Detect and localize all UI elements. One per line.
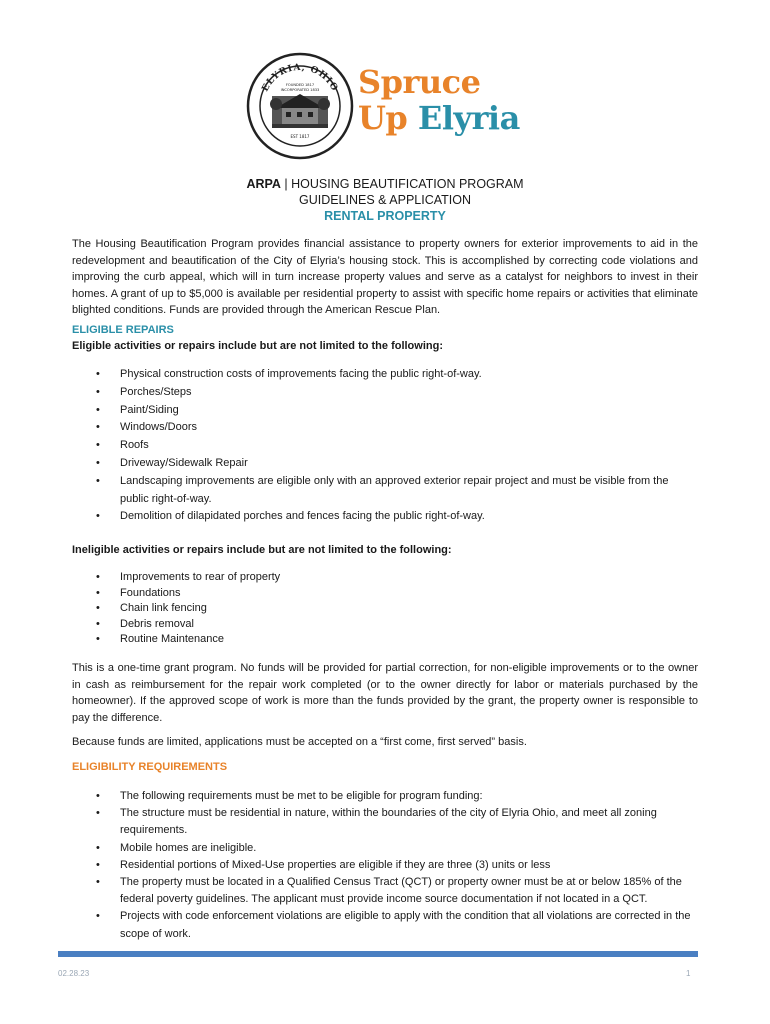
list-item: • Debris removal [72,617,692,633]
list-item: • Physical construction costs of improvements facing the public right-of-way. [72,366,692,384]
list-item: • The property must be located in a Qualified Census Tract (QCT) or property owner must be at or below 185% of the federal poverty guidelines. The applicant must provide income source documentation if not located in a QCT. [72,874,692,908]
program-logo [246,52,536,164]
eligibility-requirements-heading: ELIGIBILITY REQUIREMENTS [72,761,228,773]
list-item: • Mobile homes are ineligible. [72,840,692,857]
title-program: | HOUSING BEAUTIFICATION PROGRAM [280,177,524,191]
list-item: • Windows/Doors [72,419,692,437]
ineligible-list [72,570,692,648]
list-item: • Landscaping improvements are eligible only with an approved exterior repair project and must be visible from the public right-of-way. [72,473,692,509]
city-seal-icon [246,52,354,160]
footer-divider [58,951,698,957]
intro-paragraph: The Housing Beautification Program provides financial assistance to property owners for exterior improvements to aid in the redevelopment and beautification of the City of Elyria’s housing stock. This is accomplished by correcting code violations and improving the curb appeal, which will in turn increase property values and serve as a catalyst for neighbors to invest in their homes. A grant of up to $5,000 is available per residential property to assist with specific home repairs or activities that eliminate blighted conditions. Funds are provided through the American Rescue Plan. [72,238,698,316]
one-time-grant-paragraph: This is a one-time grant program. No funds will be provided for partial correction, for non-eligible improvements or to the owner in cash as reimbursement for the repair work completed (or to the owner directly for labor or materials purchased by the homeowner). If the approved scope of work is more than the funds provided by the grant, the property owner is responsible to pay the difference. [72,662,698,724]
brand-word-up: Up [358,99,408,137]
list-item: • Driveway/Sidewalk Repair [72,455,692,473]
list-item: • Demolition of dilapidated porches and fences facing the public right-of-way. [72,508,692,526]
page-number: 1 [686,969,691,978]
list-item: • Routine Maintenance [72,632,692,648]
title-arpa: ARPA [246,177,281,191]
brand-word-elyria: Elyria [417,99,520,137]
title-rental-property: RENTAL PROPERTY [324,209,446,223]
list-item: • The following requirements must be met to be eligible for program funding: [72,788,692,805]
list-item: • Improvements to rear of property [72,570,692,586]
list-item: • Chain link fencing [72,601,692,617]
eligible-repairs-heading: ELIGIBLE REPAIRS [72,324,174,336]
list-item: • Projects with code enforcement violations are eligible to apply with the condition that all violations are corrected in the scope of work. [72,908,692,942]
requirements-list [72,788,692,943]
list-item: • Paint/Siding [72,402,692,420]
list-item: • Roofs [72,437,692,455]
seal-bottom-text: EST 1817 [290,134,310,139]
seal-mid-text-1: FOUNDED 1817 [285,83,315,87]
first-come-paragraph: Because funds are limited, applications must be accepted on a “first come, first served” basis. [72,736,527,748]
seal-mid-text-2: INCORPORATED 1833 [280,88,320,92]
brand-word-spruce: Spruce [358,63,481,101]
brand-wordmark [358,64,520,136]
eligible-subheading: Eligible activities or repairs include but are not limited to the following: [72,340,443,352]
ineligible-subheading: Ineligible activities or repairs include but are not limited to the following: [72,544,452,556]
list-item: • The structure must be residential in nature, within the boundaries of the city of Elyria Ohio, and meet all zoning requirements. [72,805,692,839]
eligible-list [72,366,692,526]
list-item: • Residential portions of Mixed-Use properties are eligible if they are three (3) units or less [72,857,692,874]
list-item: • Foundations [72,586,692,602]
list-item: • Porches/Steps [72,384,692,402]
footer-date: 02.28.23 [58,969,90,978]
title-guidelines: GUIDELINES & APPLICATION [298,193,472,207]
seal-top-text: ELYRIA, OHIO [260,62,340,94]
document-title [0,176,770,224]
